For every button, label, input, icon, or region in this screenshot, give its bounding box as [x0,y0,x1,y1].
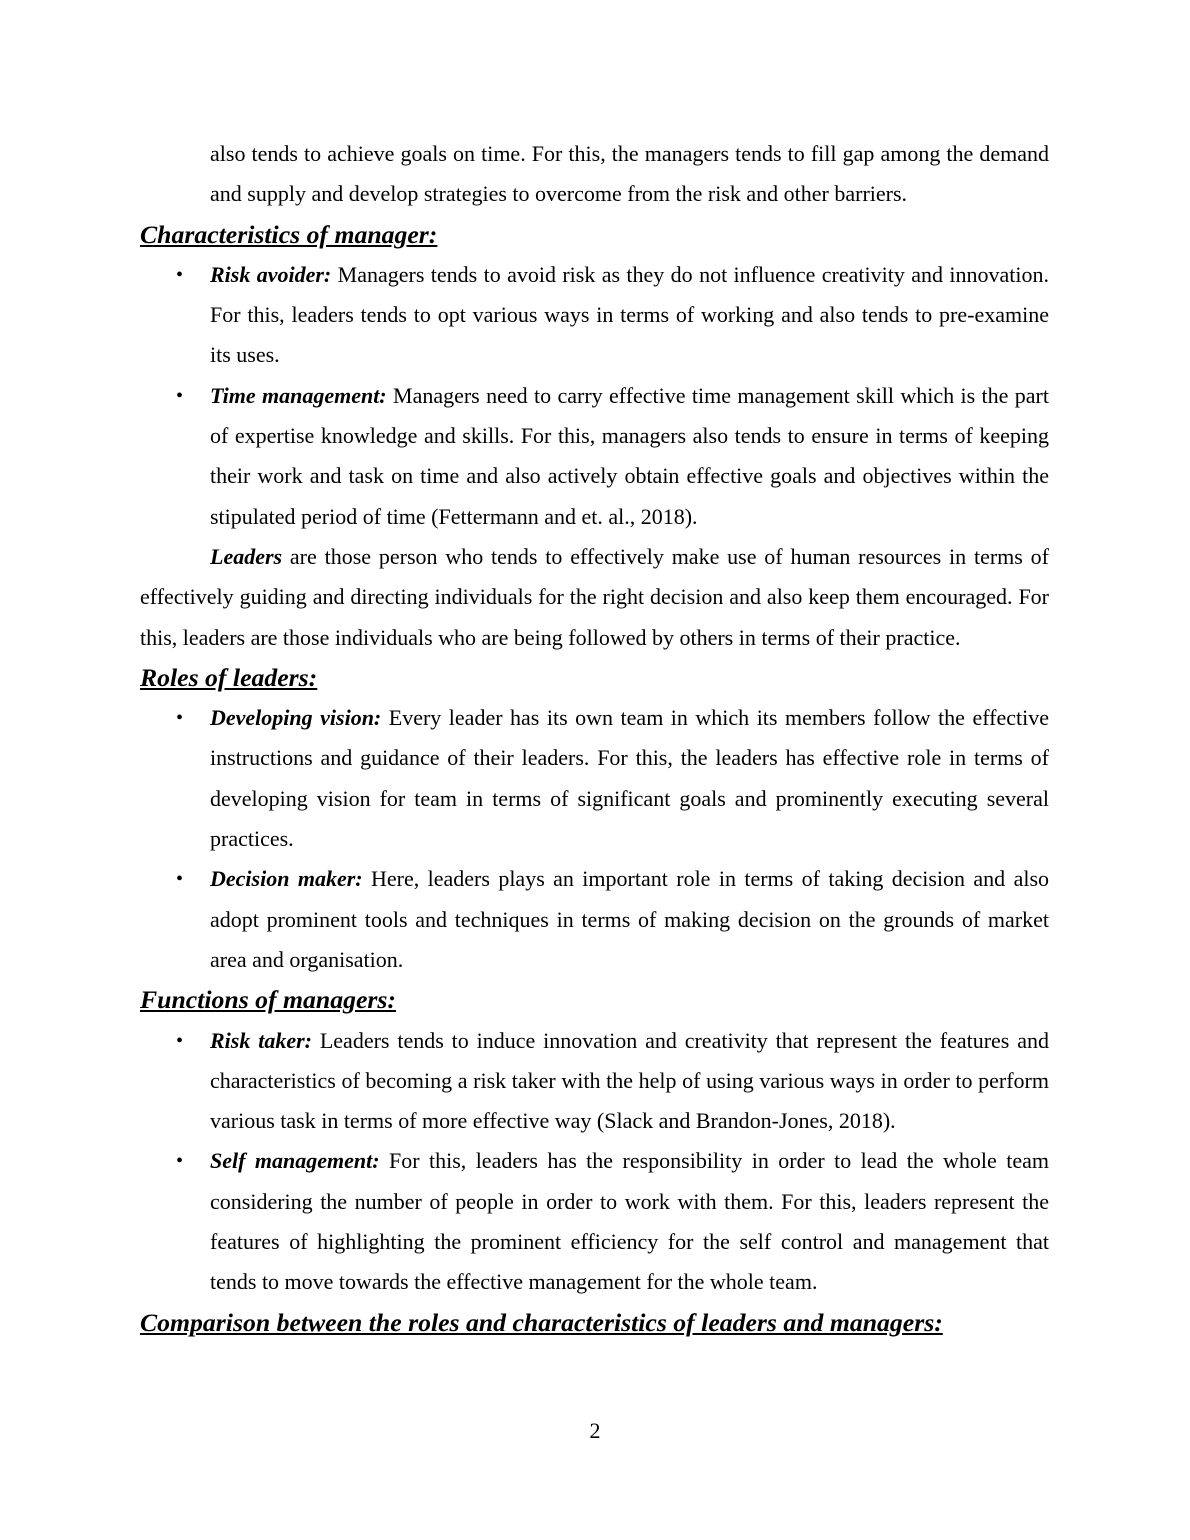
characteristics-heading: Characteristics of manager: [140,219,438,249]
item-text: Here, leaders plays an important role in terms of taking decision and also adopt prominent tools and techniques in terms of making decision on the grounds of market area and organisation. [210,866,1050,972]
item-text: For this, leaders has the responsibility in order to lead the whole team considering the number of people in order to work with them. For this, leaders represent the features of highlighting the prominent efficiency for the self control and management that tends to move towards the effective management for the whole team. [210,1148,1049,1295]
bullet-icon: • [176,707,184,730]
list-item [140,1021,1049,1142]
paragraph-text: are those person who tends to effectively make use of human resources in terms of effectively guiding and directing individuals for the right decision and also keep them encouraged. For this, leaders are those individuals who are being followed by others in terms of their practice. [140,543,1049,650]
list-item [140,376,1049,537]
document-page [140,134,1049,1343]
bullet-icon: • [176,263,184,286]
bullet-icon: • [176,384,184,407]
term-label: Risk taker: [210,1027,312,1053]
list-item [140,698,1049,859]
term-label: Risk avoider: [210,261,332,287]
page-number: 2 [589,1418,601,1443]
term-label: Developing vision: [210,705,382,731]
term-label: Time management: [210,382,387,408]
item-text: Every leader has its own team in which its members follow the effective instructions and guidance of their leaders. For this, the leaders has effective role in terms of developing vision for team in terms of significant goals and prominently executing several practices. [210,705,1049,852]
item-text: Managers tends to avoid risk as they do not influence creativity and innovation. For this, leaders tends to opt various ways in terms of working and also tends to pre-examine its uses. [210,261,1049,368]
term-label: Decision maker: [210,866,363,892]
roles-list [140,698,1049,980]
intro-continuation-paragraph: also tends to achieve goals on time. For this, the managers tends to fill gap among the demand and supply and develop strategies to overcome from the risk and other barriers. [210,141,1049,207]
functions-list [140,1021,1049,1303]
list-item [140,255,1049,376]
bullet-icon: • [176,1150,184,1173]
item-text: Leaders tends to induce innovation and creativity that represent the features and characteristics of becoming a risk taker with the help of using various ways in order to perform various task in terms of more effective way (Slack and Brandon-Jones, 2018). [210,1027,1049,1134]
characteristics-list [140,255,1049,537]
item-text: Managers need to carry effective time management skill which is the part of expertise knowledge and skills. For this, managers also tends to ensure in terms of keeping their work and task on time and also actively obtain effective goals and objectives within the stipulated period of time (Fettermann and et. al., 2018). [210,382,1049,529]
leaders-paragraph [140,537,1049,658]
list-item [140,859,1049,980]
list-item [140,1141,1049,1302]
term-label: Leaders [210,543,283,569]
bullet-icon: • [176,868,184,891]
term-label: Self management: [210,1148,380,1174]
functions-heading: Functions of managers: [140,985,396,1015]
bullet-icon: • [176,1029,184,1052]
comparison-heading: Comparison between the roles and characteristics of leaders and managers: [140,1307,943,1337]
roles-heading: Roles of leaders: [140,662,318,692]
